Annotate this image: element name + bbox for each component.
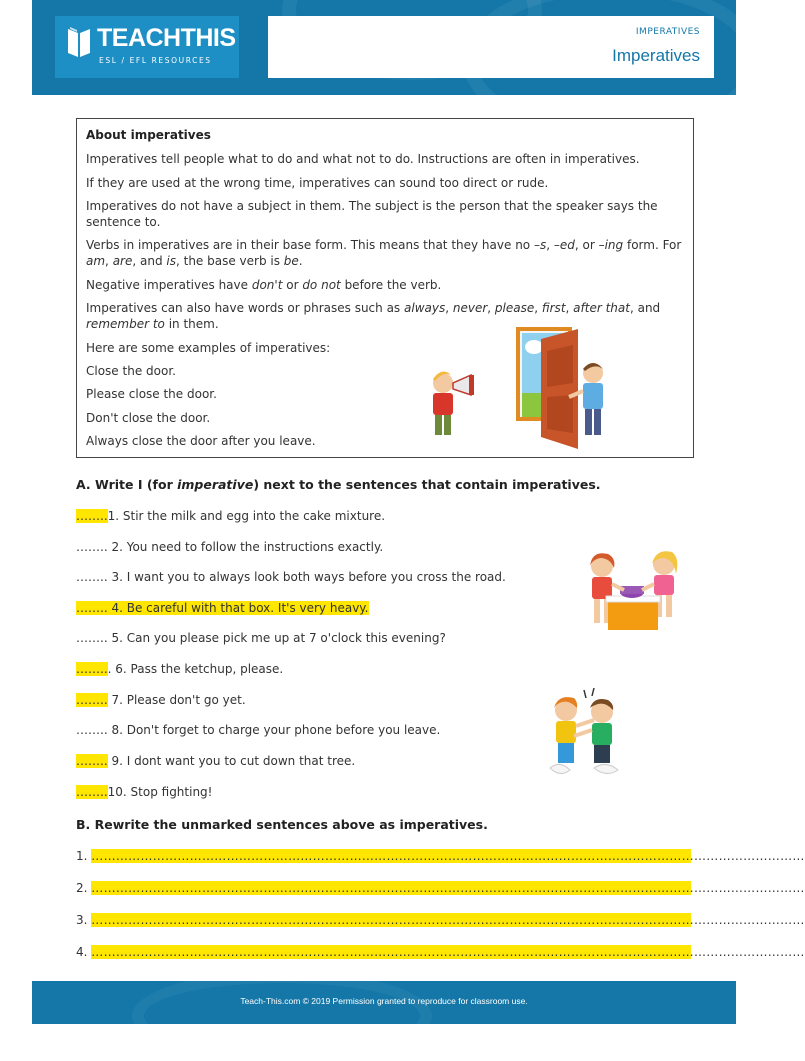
text-run-italic: are [112, 254, 133, 268]
answer-blank[interactable]: …….. [76, 601, 108, 615]
section-a-title [76, 477, 601, 492]
answer-blank[interactable]: …….. [76, 570, 108, 584]
text-run-italic: never [452, 301, 488, 315]
answer-blank[interactable]: …….. [76, 631, 108, 645]
text-run: . [298, 254, 303, 268]
text-run: Imperatives can also have words or phrases such as [86, 301, 404, 315]
text-run-italic: don't [251, 278, 283, 292]
exercise-sentence: 4. Be careful with that box. It's very heavy. [107, 601, 369, 615]
text-run: or [282, 278, 303, 292]
rewrite-row-3 [76, 913, 805, 927]
example-sentence: Always close the door after you leave. [86, 434, 316, 448]
footer-copyright: Teach-This.com © 2019 Permission granted to reproduce for classroom use. [240, 996, 528, 1006]
about-paragraph [86, 277, 690, 293]
text-run-italic: is [166, 254, 176, 268]
exercise-item-4 [76, 601, 369, 615]
category-label: IMPERATIVES [635, 27, 700, 37]
text-run-italic: please [494, 301, 535, 315]
text-run: , [487, 301, 495, 315]
about-paragraph: Here are some examples of imperatives: [86, 341, 331, 355]
exercise-item-7 [76, 693, 246, 707]
text-run: , [565, 301, 574, 315]
rewrite-answer-line[interactable]: ………………………………………………………………………………………………………………………………………………………… [91, 849, 805, 863]
rewrite-number: 4. [76, 945, 88, 959]
rewrite-number: 1. [76, 849, 88, 863]
about-paragraph: Imperatives tell people what to do and what not to do. Instructions are often in imperatives. [86, 152, 640, 166]
exercise-item-10 [76, 785, 213, 799]
exercise-sentence: 10. Stop fighting! [107, 785, 213, 799]
rewrite-row-1 [76, 849, 805, 863]
exercise-item-8 [76, 723, 440, 737]
answer-blank[interactable]: …….. [76, 540, 108, 554]
answer-blank[interactable]: …….. [76, 662, 108, 676]
text-run: before the verb. [340, 278, 442, 292]
text-run-italic: –s [533, 238, 547, 252]
answer-blank[interactable]: …….. [76, 723, 108, 737]
text-run: , and [629, 301, 661, 315]
text-run-italic: –ing [598, 238, 624, 252]
text-run: , or [574, 238, 599, 252]
text-run: , [534, 301, 542, 315]
rewrite-answer-line[interactable]: ………………………………………………………………………………………………………………………………………………………… [91, 881, 805, 895]
text-run-italic: first [541, 301, 566, 315]
exercise-item-2 [76, 540, 383, 554]
kids-fighting-illustration [544, 686, 626, 780]
text-run-italic: am [86, 254, 106, 268]
text-run: Negative imperatives have [86, 278, 252, 292]
exercise-sentence: 3. I want you to always look both ways before you cross the road. [107, 570, 506, 584]
text-run-italic: do not [302, 278, 341, 292]
text-run: , [105, 254, 113, 268]
text-run-italic: remember to [86, 317, 165, 331]
text-run: Verbs in imperatives are in their base form. This means that they have no [86, 238, 534, 252]
text-run: form. For [623, 238, 682, 252]
text-run-italic: imperative [177, 477, 254, 492]
kids-cooking-illustration [578, 546, 696, 632]
rewrite-row-2 [76, 881, 805, 895]
exercise-item-6 [76, 662, 283, 676]
text-run-italic: always [404, 301, 446, 315]
text-run-italic: –ed [553, 238, 575, 252]
rewrite-answer-line[interactable]: ………………………………………………………………………………………………………………………………………………………… [91, 945, 805, 959]
about-imperatives-box [76, 118, 694, 458]
rewrite-number: 3. [76, 913, 88, 927]
page-title: Imperatives [612, 46, 700, 65]
exercise-item-3 [76, 570, 506, 584]
title-box [268, 16, 714, 78]
about-paragraph: If they are used at the wrong time, imperatives can sound too direct or rude. [86, 176, 549, 190]
megaphone-door-illustration [423, 325, 613, 453]
exercise-sentence: 5. Can you please pick me up at 7 o'clock this evening? [107, 631, 446, 645]
rewrite-row-4 [76, 945, 805, 959]
about-paragraph [86, 237, 690, 269]
exercise-item-5 [76, 631, 446, 645]
exercise-sentence: 2. You need to follow the instructions exactly. [107, 540, 384, 554]
answer-blank[interactable]: …….. [76, 754, 108, 768]
footer-wave-decoration [132, 971, 432, 1061]
book-icon [65, 25, 93, 59]
about-paragraph: Imperatives do not have a subject in them. The subject is the person that the speaker says the sentence to. [86, 199, 658, 229]
answer-blank[interactable]: …….. [76, 509, 108, 523]
rewrite-answer-line[interactable]: ………………………………………………………………………………………………………………………………………………………… [91, 913, 805, 927]
exercise-item-1 [76, 509, 385, 523]
rewrite-number: 2. [76, 881, 88, 895]
text-run: A. Write I (for [76, 477, 178, 492]
text-run-italic: after that [573, 301, 630, 315]
example-sentence: Don't close the door. [86, 411, 211, 425]
exercise-sentence: 7. Please don't go yet. [107, 693, 246, 707]
exercise-sentence: . 6. Pass the ketchup, please. [107, 662, 284, 676]
teachthis-logo[interactable] [55, 16, 239, 78]
exercise-sentence: 8. Don't forget to charge your phone before you leave. [107, 723, 441, 737]
text-run: ) next to the sentences that contain imperatives. [253, 477, 601, 492]
section-b-title: B. Rewrite the unmarked sentences above as imperatives. [76, 817, 488, 832]
about-title: About imperatives [86, 128, 211, 142]
example-sentence: Close the door. [86, 364, 176, 378]
answer-blank[interactable]: …….. [76, 785, 108, 799]
example-sentence: Please close the door. [86, 387, 217, 401]
page-footer [32, 981, 736, 1024]
logo-text: TEACHTHIS [97, 24, 236, 52]
text-run: , the base verb is [175, 254, 284, 268]
text-run: , [445, 301, 453, 315]
exercise-item-9 [76, 754, 355, 768]
text-run-italic: be [283, 254, 299, 268]
text-run: in them. [164, 317, 219, 331]
exercise-sentence: 1. Stir the milk and egg into the cake mixture. [107, 509, 386, 523]
answer-blank[interactable]: …….. [76, 693, 108, 707]
logo-subtitle: ESL / EFL RESOURCES [99, 56, 212, 65]
page-header [32, 0, 736, 95]
text-run: , and [132, 254, 167, 268]
text-run: , [546, 238, 554, 252]
exercise-sentence: 9. I dont want you to cut down that tree. [107, 754, 356, 768]
